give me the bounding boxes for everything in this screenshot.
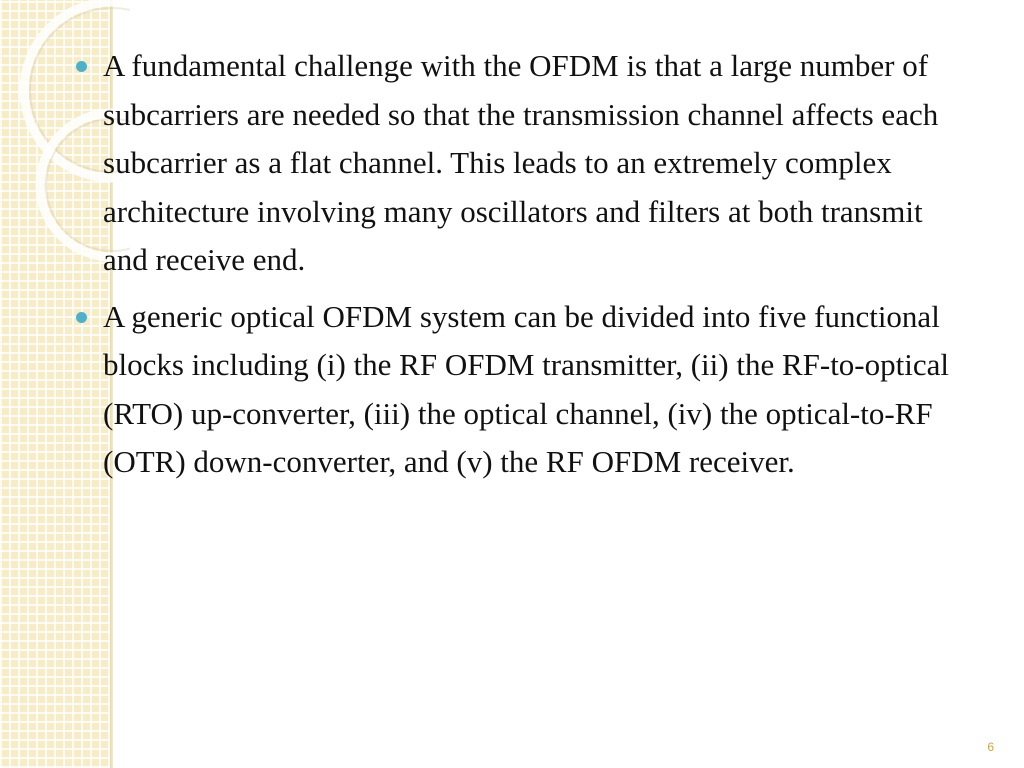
- bullet-item: [72, 293, 972, 487]
- bullet-item: [72, 42, 972, 285]
- bullet-list: [72, 42, 972, 495]
- bullet-dot-icon: [76, 61, 87, 72]
- page-number: 6: [987, 740, 994, 754]
- bullet-dot-icon: [76, 312, 87, 323]
- bullet-text: A fundamental challenge with the OFDM is that a large number of subcarriers are needed so that the transmission channel affects each subcarrier as a flat channel. This leads to an extremely complex architecture involving many oscillators and filters at both transmit and receive end.: [103, 48, 939, 277]
- bullet-text: A generic optical OFDM system can be divided into five functional blocks including (i) the RF OFDM transmitter, (ii) the RF-to-optical (RTO) up-converter, (iii) the optical channel, (iv) the optical-to-RF (OTR) down-converter, and (v) the RF OFDM receiver.: [103, 298, 949, 479]
